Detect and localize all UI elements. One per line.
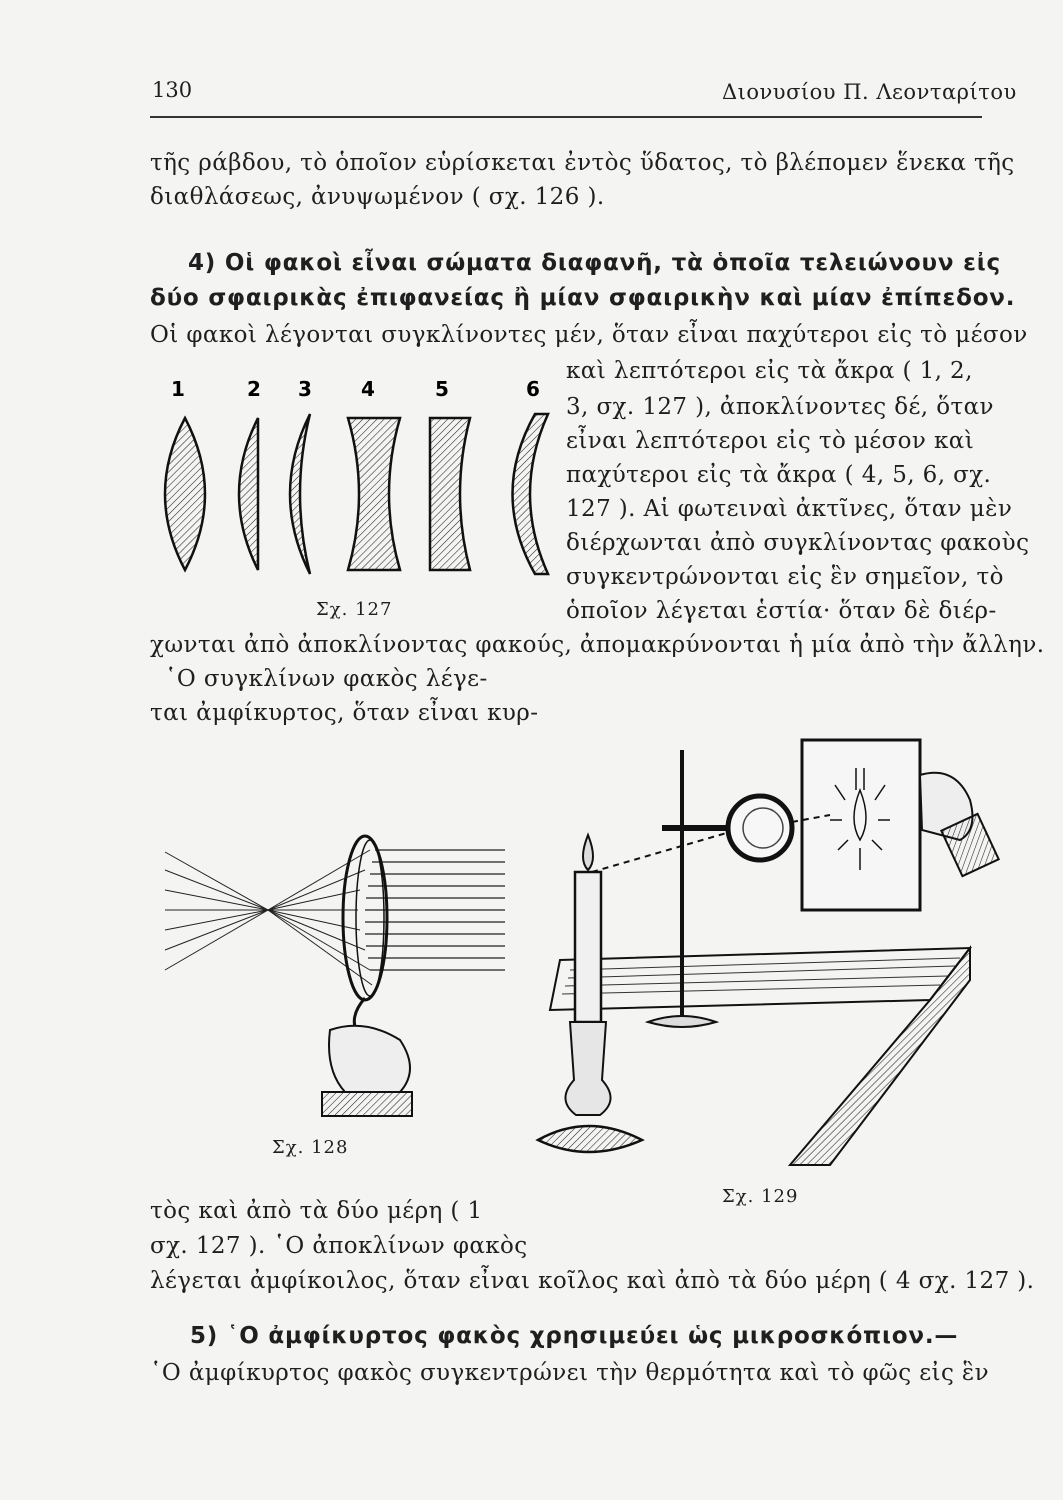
table-top bbox=[550, 948, 970, 1010]
hand-cuff bbox=[322, 1092, 412, 1116]
light-path bbox=[592, 832, 730, 872]
section5-heading: 5) ῾Ο ἀμφίκυρτος φακὸς χρησιμεύει ὡς μικροσκόπιον.— bbox=[190, 1323, 959, 1349]
wrap-line-7: συγκεντρώνονται εἰς ἓν σημεῖον, τὸ bbox=[566, 564, 1004, 590]
lens-face bbox=[356, 840, 384, 996]
para1-line2: διαθλάσεως, ἀνυψωμένον ( σχ. 126 ). bbox=[150, 184, 605, 210]
projection-screen bbox=[802, 740, 920, 910]
wrap-line-8: ὁποῖον λέγεται ἑστία· ὅταν δὲ διέρ- bbox=[566, 598, 997, 624]
wrap-line-2: 3, σχ. 127 ), ἀποκλίνοντες δέ, ὅταν bbox=[566, 394, 994, 420]
lens-number-5: 5 bbox=[435, 377, 449, 401]
section4-heading-line2: δύο σφαιρικὰς ἐπιφανείας ἢ μίαν σφαιρικὴν καὶ μίαν ἐπίπεδον. bbox=[150, 285, 1016, 311]
running-title: Διονυσίου Π. Λεονταρίτου bbox=[722, 80, 1017, 104]
figure-128-caption: Σχ. 128 bbox=[272, 1137, 349, 1158]
after-figs-line3: λέγεται ἀμφίκοιλος, ὅταν εἶναι κοῖλος καὶ ἀπὸ τὰ δύο μέρη ( 4 σχ. 127 ). bbox=[150, 1268, 1035, 1294]
after-figs-line1: τὸς καὶ ἀπὸ τὰ δύο μέρη ( 1 bbox=[150, 1198, 483, 1224]
figure-127-caption: Σχ. 127 bbox=[316, 599, 393, 620]
figure-127-lenses bbox=[150, 370, 550, 620]
candle-flame bbox=[583, 835, 593, 870]
wrap-line-1: καὶ λεπτότεροι εἰς τὰ ἄκρα ( 1, 2, bbox=[566, 358, 973, 384]
candlestick bbox=[565, 1022, 610, 1115]
section4-heading-line1: 4) Οἱ φακοὶ εἶναι σώματα διαφανῆ, τὰ ὁποῖα τελειώνουν εἰς bbox=[188, 250, 1001, 276]
para1-line1: τῆς ράβδου, τὸ ὁποῖον εὑρίσκεται ἐντὸς ὕδατος, τὸ βλέπομεν ἕνεκα τῆς bbox=[150, 150, 1015, 176]
holding-hand bbox=[329, 1026, 410, 1092]
figure-129-projection bbox=[530, 720, 990, 1190]
lens-plano-concave bbox=[430, 418, 470, 570]
wrap-line-6: διέρχωνται ἀπὸ συγκλίνοντας φακοὺς bbox=[566, 530, 1030, 556]
header-rule bbox=[150, 116, 982, 118]
short-line-1: ῾Ο συγκλίνων φακὸς λέγε- bbox=[165, 666, 488, 692]
short-line-2: ται ἀμφίκυρτος, ὅταν εἶναι κυρ- bbox=[150, 700, 539, 726]
lens-number-6: 6 bbox=[526, 377, 540, 401]
figure-128-converging-lens bbox=[160, 830, 520, 1130]
lens-number-4: 4 bbox=[361, 377, 375, 401]
lens-rim bbox=[343, 836, 387, 1000]
wrap-line-5: 127 ). Αἱ φωτειναὶ ἀκτῖνες, ὅταν μὲν bbox=[566, 496, 1013, 522]
section4-line-full: Οἱ φακοὶ λέγονται συγκλίνοντες μέν, ὅταν εἶναι παχύτεροι εἰς τὸ μέσον bbox=[150, 322, 1028, 348]
lens-number-3: 3 bbox=[298, 377, 312, 401]
candlestick-base bbox=[538, 1126, 642, 1152]
lens-biconvex bbox=[165, 418, 205, 570]
lens-number-2: 2 bbox=[247, 377, 261, 401]
lens-plano-convex bbox=[239, 418, 258, 570]
figure-129-caption: Σχ. 129 bbox=[722, 1186, 799, 1207]
wrap-line-4: παχύτεροι εἰς τὰ ἄκρα ( 4, 5, 6, σχ. bbox=[566, 462, 992, 488]
section4-line-after: χωνται ἀπὸ ἀποκλίνοντας φακούς, ἀπομακρύνονται ἡ μία ἀπὸ τὴν ἄλλην. bbox=[150, 632, 1045, 658]
converging-rays bbox=[165, 850, 372, 985]
lens-biconcave bbox=[348, 418, 400, 570]
stand-base bbox=[648, 1016, 716, 1027]
lens-number-1: 1 bbox=[171, 377, 185, 401]
wrap-line-3: εἶναι λεπτότεροι εἰς τὸ μέσον καὶ bbox=[566, 428, 975, 454]
candle bbox=[575, 872, 601, 1022]
section5-line: ῾Ο ἀμφίκυρτος φακὸς συγκεντρώνει τὴν θερμότητα καὶ τὸ φῶς εἰς ἓν bbox=[150, 1360, 990, 1386]
after-figs-line2: σχ. 127 ). ῾Ο ἀποκλίνων φακὸς bbox=[150, 1233, 528, 1259]
page-number: 130 bbox=[152, 78, 193, 102]
lens-meniscus-diverging bbox=[513, 414, 549, 574]
lens-meniscus-converging bbox=[290, 414, 310, 574]
